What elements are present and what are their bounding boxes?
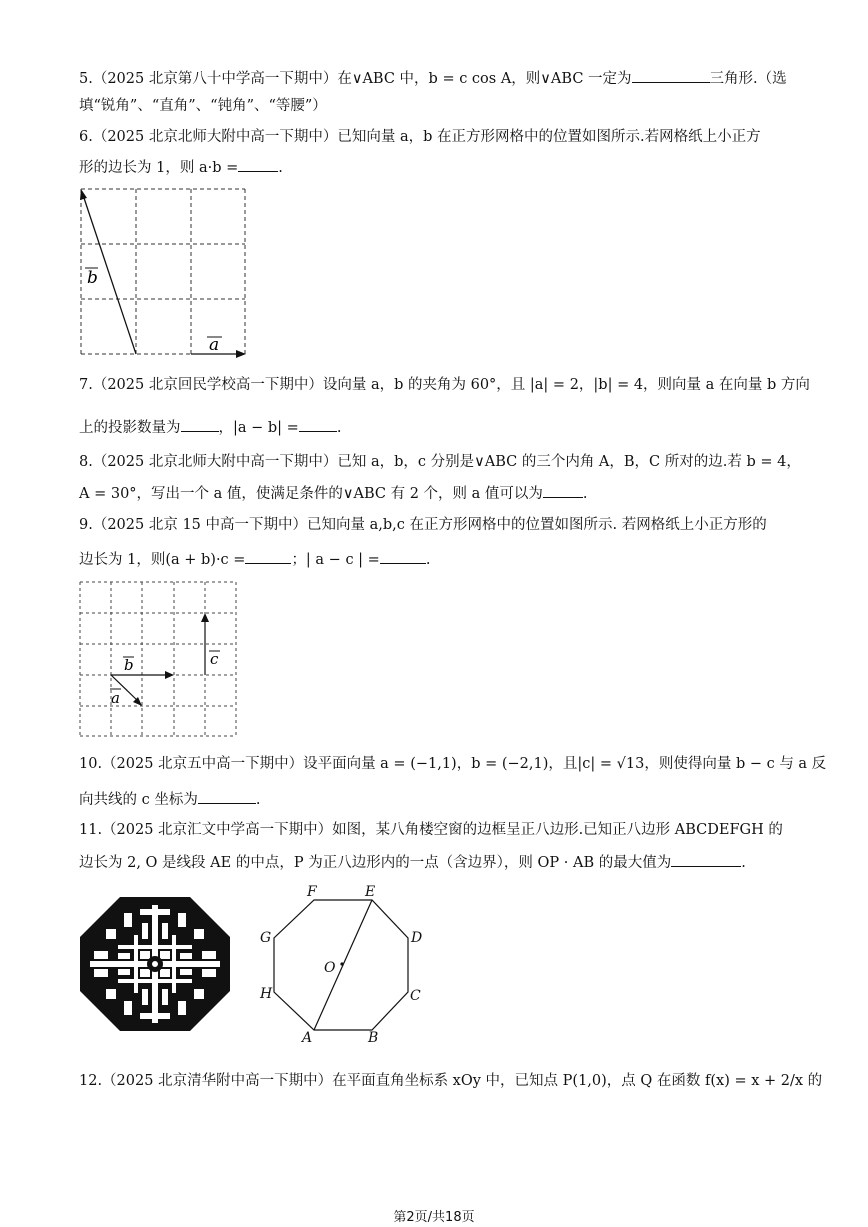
q8-blank (543, 483, 583, 498)
q11-line2: 边长为 2, O 是线段 AE 的中点，P 为正八边形内的一点（含边界），则 OP · AB 的最大值为 . (79, 852, 746, 873)
q5-line1: 5.（2025 北京第八十中学高一下期中）在∨ABC 中，b = c cos A，则∨ABC 一定为 三角形.（选 (79, 68, 787, 89)
q6-grid-figure (76, 186, 252, 358)
vector-b-label: b (124, 656, 134, 674)
q12-line1: 12.（2025 北京清华附中高一下期中）在平面直角坐标系 xOy 中，已知点 P(1,0)，点 Q 在函数 f(x) = x + 2/x 的 (79, 1073, 823, 1089)
vertex-label-F: F (307, 884, 317, 900)
vertex-label-G: G (260, 930, 272, 946)
q6-line1: 6.（2025 北京北师大附中高一下期中）已知向量 a，b 在正方形网格中的位置如图所示.若网格纸上小正方 (79, 129, 761, 145)
vertex-label-D: D (411, 930, 423, 946)
vertex-label-C: C (410, 988, 421, 1004)
q7-blank-1 (181, 417, 219, 432)
q5-blank (632, 68, 710, 83)
q11-line1: 11.（2025 北京汇文中学高一下期中）如图，某八角楼空窗的边框呈正八边形.已知正八边形 ABCDEFGH 的 (79, 822, 783, 838)
q9-line1: 9.（2025 北京 15 中高一下期中）已知向量 a,b,c 在正方形网格中的位置如图所示. 若网格纸上小正方形的 (79, 517, 767, 533)
vector-a-label: a (111, 689, 120, 707)
q8-line2: A = 30°，写出一个 a 值，使满足条件的∨ABC 有 2 个，则 a 值可以为 . (79, 483, 588, 504)
q9-line2: 边长为 1，则(a + b)·c = ；| a − c | = . (79, 549, 430, 570)
q7-line1: 7.（2025 北京回民学校高一下期中）设向量 a，b 的夹角为 60°，且 |a| = 2，|b| = 4，则向量 a 在向量 b 方向 (79, 377, 810, 393)
q8-line1: 8.（2025 北京北师大附中高一下期中）已知 a，b，c 分别是∨ABC 的三个内角 A，B，C 所对的边.若 b = 4， (79, 454, 801, 470)
q9-grid-figure (76, 578, 240, 740)
octagon-figure (256, 880, 428, 1048)
q10-line2: 向共线的 c 坐标为 . (79, 789, 260, 810)
q6-grid-lines (81, 189, 245, 354)
vector-c-label: c (210, 650, 219, 668)
q9-blank-2 (380, 549, 426, 564)
q9-blank-1 (245, 549, 291, 564)
q7-blank-2 (299, 417, 337, 432)
vertex-label-B: B (368, 1030, 379, 1046)
q10-line1: 10.（2025 北京五中高一下期中）设平面向量 a = (−1,1)，b = (−2,1)，且|c| = √13，则使得向量 b − c 与 a 反 (79, 756, 827, 772)
vertex-label-H: H (260, 986, 273, 1002)
q10-blank (198, 789, 256, 804)
q7-line2: 上的投影数量为 ，|a − b| = . (79, 417, 341, 438)
vertex-label-E: E (365, 884, 376, 900)
q5-line2: 填“锐角”、“直角”、“钝角”、“等腰”） (79, 98, 327, 114)
q11-blank (671, 852, 741, 867)
q6-line2: 形的边长为 1，则 a·b = . (79, 157, 283, 178)
vector-b-label: b (87, 268, 98, 288)
q6-blank (238, 157, 278, 172)
center-label-O: O (324, 960, 336, 976)
vector-a-label: a (209, 335, 220, 355)
page-footer: 第2页/共18页 (393, 1210, 475, 1225)
octagon-window-image (78, 895, 232, 1033)
point-O (340, 962, 343, 965)
vertex-label-A: A (302, 1030, 313, 1046)
